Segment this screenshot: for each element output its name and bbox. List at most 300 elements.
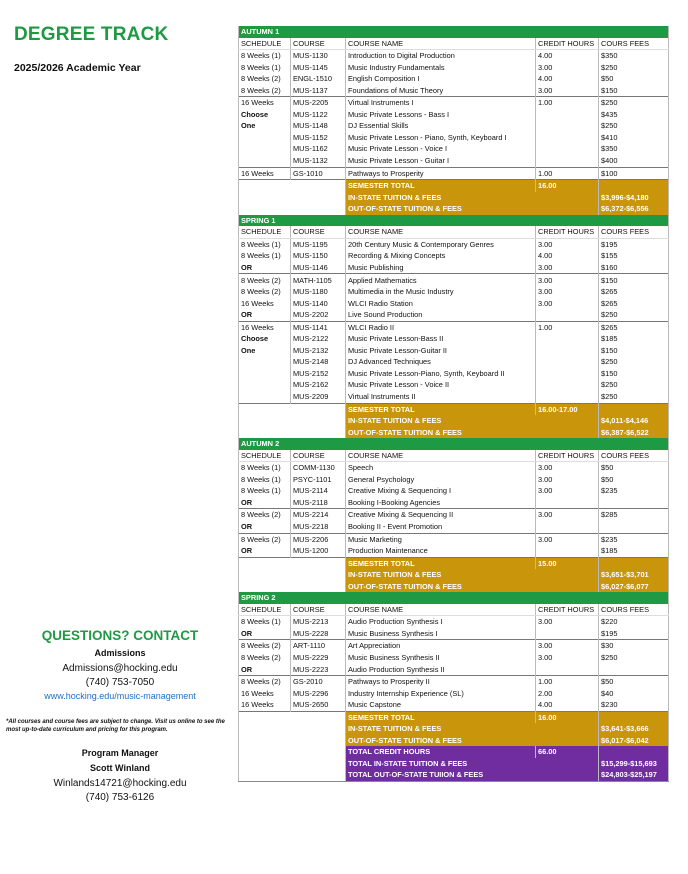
header-credit-hours: CREDIT HOURS bbox=[536, 450, 599, 462]
header-course-fees: COURS FEES bbox=[599, 604, 669, 616]
course-name-cell: 20th Century Music & Contemporary Genres bbox=[346, 238, 536, 250]
credit-hours-cell bbox=[536, 497, 599, 509]
credit-hours-cell: 3.00 bbox=[536, 652, 599, 664]
course-row bbox=[239, 262, 669, 274]
course-row bbox=[239, 545, 669, 557]
course-name-cell: Recording & Mixing Concepts bbox=[346, 250, 536, 262]
course-fee-cell: $100 bbox=[599, 167, 669, 180]
program-website-link[interactable]: www.hocking.edu/music-management bbox=[44, 691, 196, 701]
column-header-row bbox=[239, 226, 669, 238]
schedule-cell: Choose bbox=[239, 333, 291, 345]
course-row bbox=[239, 676, 669, 688]
schedule-cell: OR bbox=[239, 664, 291, 676]
spacer-cell bbox=[239, 746, 346, 758]
spacer-cell bbox=[239, 203, 346, 215]
course-name-cell: Production Maintenance bbox=[346, 545, 536, 557]
column-header-row bbox=[239, 604, 669, 616]
schedule-cell: 16 Weeks bbox=[239, 699, 291, 711]
course-name-cell: Music Private Lessons - Bass I bbox=[346, 109, 536, 121]
course-code-cell: MUS-2218 bbox=[291, 521, 346, 533]
course-code-cell: MUS-2148 bbox=[291, 356, 346, 368]
course-row bbox=[239, 640, 669, 652]
course-fee-cell: $250 bbox=[599, 391, 669, 403]
course-fee-cell: $50 bbox=[599, 462, 669, 474]
header-course: COURSE bbox=[291, 450, 346, 462]
course-name-cell: Speech bbox=[346, 462, 536, 474]
schedule-cell: 16 Weeks bbox=[239, 298, 291, 310]
semester-total-label: SEMESTER TOTAL bbox=[346, 180, 536, 192]
admissions-phone[interactable]: (740) 753-7050 bbox=[85, 677, 155, 688]
semester-total-hours: 16.00-17.00 bbox=[536, 403, 599, 415]
course-code-cell: MUS-2118 bbox=[291, 497, 346, 509]
course-fee-cell: $235 bbox=[599, 533, 669, 545]
schedule-cell: 16 Weeks bbox=[239, 167, 291, 180]
spacer-cell bbox=[239, 415, 346, 427]
schedule-cell: 8 Weeks (2) bbox=[239, 286, 291, 298]
total-in-state-row bbox=[239, 758, 669, 770]
credit-hours-cell bbox=[536, 345, 599, 357]
course-row bbox=[239, 50, 669, 62]
course-row bbox=[239, 533, 669, 545]
course-name-cell: Music Industry Fundamentals bbox=[346, 62, 536, 74]
schedule-cell: 8 Weeks (1) bbox=[239, 462, 291, 474]
spacer-cell bbox=[239, 403, 346, 415]
course-code-cell: MATH-1105 bbox=[291, 274, 346, 286]
course-fee-cell: $250 bbox=[599, 379, 669, 391]
schedule-cell: 8 Weeks (1) bbox=[239, 238, 291, 250]
schedule-cell: 8 Weeks (2) bbox=[239, 73, 291, 85]
header-course-name: COURSE NAME bbox=[346, 226, 536, 238]
semester-name: AUTUMN 1 bbox=[239, 26, 669, 38]
course-name-cell: Multimedia in the Music Industry bbox=[346, 286, 536, 298]
course-row bbox=[239, 688, 669, 700]
semester-total-row bbox=[239, 180, 669, 192]
course-fee-cell: $250 bbox=[599, 356, 669, 368]
semester-header bbox=[239, 26, 669, 38]
course-fee-cell: $40 bbox=[599, 688, 669, 700]
course-code-cell: MUS-2209 bbox=[291, 391, 346, 403]
course-code-cell: MUS-1145 bbox=[291, 62, 346, 74]
course-code-cell: MUS-1152 bbox=[291, 132, 346, 144]
course-fee-cell: $435 bbox=[599, 109, 669, 121]
schedule-cell: 8 Weeks (2) bbox=[239, 640, 291, 652]
course-name-cell: Creative Mixing & Sequencing I bbox=[346, 485, 536, 497]
course-name-cell: Virtual Instruments II bbox=[346, 391, 536, 403]
credit-hours-cell: 3.00 bbox=[536, 485, 599, 497]
in-state-label: IN-STATE TUITION & FEES bbox=[346, 415, 599, 427]
semester-header bbox=[239, 215, 669, 227]
course-fee-cell: $250 bbox=[599, 309, 669, 321]
program-manager-phone[interactable]: (740) 753-6126 bbox=[85, 792, 155, 803]
course-row bbox=[239, 462, 669, 474]
credit-hours-cell: 3.00 bbox=[536, 616, 599, 628]
course-row bbox=[239, 521, 669, 533]
header-credit-hours: CREDIT HOURS bbox=[536, 226, 599, 238]
out-state-label: OUT-OF-STATE TUITION & FEES bbox=[346, 735, 599, 747]
course-name-cell: Applied Mathematics bbox=[346, 274, 536, 286]
course-name-cell: Music Private Lesson-Piano, Synth, Keyboard II bbox=[346, 368, 536, 380]
course-name-cell: Music Private Lesson-Bass II bbox=[346, 333, 536, 345]
total-credit-label: TOTAL CREDIT HOURS bbox=[346, 746, 536, 758]
course-code-cell: MUS-2114 bbox=[291, 485, 346, 497]
credit-hours-cell: 3.00 bbox=[536, 640, 599, 652]
spacer-cell bbox=[239, 180, 346, 192]
schedule-cell: 8 Weeks (1) bbox=[239, 474, 291, 486]
schedule-cell bbox=[239, 132, 291, 144]
credit-hours-cell bbox=[536, 545, 599, 557]
schedule-cell: 8 Weeks (1) bbox=[239, 250, 291, 262]
course-name-cell: Art Appreciation bbox=[346, 640, 536, 652]
schedule-cell: 16 Weeks bbox=[239, 97, 291, 109]
course-code-cell: MUS-1132 bbox=[291, 155, 346, 167]
course-name-cell: Audio Production Synthesis II bbox=[346, 664, 536, 676]
course-row bbox=[239, 616, 669, 628]
course-row bbox=[239, 250, 669, 262]
course-code-cell: MUS-1200 bbox=[291, 545, 346, 557]
course-row bbox=[239, 167, 669, 180]
in-state-row bbox=[239, 192, 669, 204]
credit-hours-cell: 3.00 bbox=[536, 462, 599, 474]
credit-hours-cell bbox=[536, 521, 599, 533]
course-row bbox=[239, 109, 669, 121]
course-code-cell: MUS-1180 bbox=[291, 286, 346, 298]
spacer-cell bbox=[239, 758, 346, 770]
course-fee-cell: $220 bbox=[599, 616, 669, 628]
credit-hours-cell: 3.00 bbox=[536, 238, 599, 250]
course-code-cell: MUS-2132 bbox=[291, 345, 346, 357]
course-fee-cell: $285 bbox=[599, 509, 669, 521]
course-code-cell: MUS-2206 bbox=[291, 533, 346, 545]
course-code-cell: MUS-1148 bbox=[291, 120, 346, 132]
total-out-state-label: TOTAL OUT-OF-STATE TUIION & FEES bbox=[346, 769, 599, 781]
course-row bbox=[239, 345, 669, 357]
course-code-cell: MUS-2202 bbox=[291, 309, 346, 321]
semester-total-fill bbox=[599, 711, 669, 723]
course-name-cell: Pathways to Prosperity II bbox=[346, 676, 536, 688]
schedule-cell: 8 Weeks (2) bbox=[239, 274, 291, 286]
spacer-cell bbox=[239, 427, 346, 439]
course-fee-cell: $265 bbox=[599, 286, 669, 298]
degree-track-table bbox=[238, 26, 669, 782]
course-name-cell: General Psychology bbox=[346, 474, 536, 486]
out-state-value: $6,387-$6,522 bbox=[599, 427, 669, 439]
spacer-cell bbox=[239, 569, 346, 581]
course-row bbox=[239, 97, 669, 109]
in-state-value: $4,011-$4,146 bbox=[599, 415, 669, 427]
course-fee-cell: $185 bbox=[599, 545, 669, 557]
header-credit-hours: CREDIT HOURS bbox=[536, 604, 599, 616]
course-name-cell: Creative Mixing & Sequencing II bbox=[346, 509, 536, 521]
course-fee-cell: $230 bbox=[599, 699, 669, 711]
schedule-cell: One bbox=[239, 345, 291, 357]
spacer-cell bbox=[239, 581, 346, 593]
out-state-value: $6,017-$6,042 bbox=[599, 735, 669, 747]
program-manager-email[interactable]: Winlands14721@hocking.edu bbox=[53, 778, 187, 789]
credit-hours-cell bbox=[536, 664, 599, 676]
course-row bbox=[239, 474, 669, 486]
schedule-cell: OR bbox=[239, 497, 291, 509]
course-name-cell: Music Business Synthesis II bbox=[346, 652, 536, 664]
schedule-cell: 8 Weeks (2) bbox=[239, 85, 291, 97]
course-name-cell: Music Capstone bbox=[346, 699, 536, 711]
header-course: COURSE bbox=[291, 226, 346, 238]
course-name-cell: Music Private Lesson - Piano, Synth, Keyboard I bbox=[346, 132, 536, 144]
schedule-cell: 8 Weeks (1) bbox=[239, 485, 291, 497]
course-code-cell: MUS-1162 bbox=[291, 143, 346, 155]
semester-header bbox=[239, 592, 669, 604]
course-code-cell: MUS-1150 bbox=[291, 250, 346, 262]
in-state-label: IN-STATE TUITION & FEES bbox=[346, 569, 599, 581]
schedule-cell: Choose bbox=[239, 109, 291, 121]
course-name-cell: Music Business Synthesis I bbox=[346, 628, 536, 640]
course-code-cell: MUS-1122 bbox=[291, 109, 346, 121]
credit-hours-cell: 4.00 bbox=[536, 250, 599, 262]
course-fee-cell: $185 bbox=[599, 333, 669, 345]
course-fee-cell: $265 bbox=[599, 298, 669, 310]
credit-hours-cell bbox=[536, 628, 599, 640]
semester-total-label: SEMESTER TOTAL bbox=[346, 557, 536, 569]
course-row bbox=[239, 62, 669, 74]
course-name-cell: Music Publishing bbox=[346, 262, 536, 274]
course-code-cell: MUS-1146 bbox=[291, 262, 346, 274]
in-state-label: IN-STATE TUITION & FEES bbox=[346, 192, 599, 204]
spacer-cell bbox=[239, 723, 346, 735]
out-state-value: $6,027-$6,077 bbox=[599, 581, 669, 593]
course-code-cell: ENGL-1510 bbox=[291, 73, 346, 85]
in-state-row bbox=[239, 569, 669, 581]
semester-total-hours: 16.00 bbox=[536, 180, 599, 192]
credit-hours-cell: 3.00 bbox=[536, 509, 599, 521]
semester-total-hours: 16.00 bbox=[536, 711, 599, 723]
course-fee-cell: $250 bbox=[599, 652, 669, 664]
course-row bbox=[239, 143, 669, 155]
contact-heading: QUESTIONS? CONTACT bbox=[41, 628, 199, 643]
course-row bbox=[239, 628, 669, 640]
credit-hours-cell: 1.00 bbox=[536, 167, 599, 180]
course-code-cell: MUS-1141 bbox=[291, 321, 346, 333]
course-fee-cell: $50 bbox=[599, 73, 669, 85]
schedule-cell: 8 Weeks (2) bbox=[239, 652, 291, 664]
course-row bbox=[239, 485, 669, 497]
schedule-cell: OR bbox=[239, 262, 291, 274]
schedule-cell bbox=[239, 391, 291, 403]
semester-total-row bbox=[239, 711, 669, 723]
schedule-cell: One bbox=[239, 120, 291, 132]
credit-hours-cell: 3.00 bbox=[536, 533, 599, 545]
course-name-cell: Music Private Lesson - Voice II bbox=[346, 379, 536, 391]
course-fee-cell: $50 bbox=[599, 474, 669, 486]
total-credit-fill bbox=[599, 746, 669, 758]
schedule-cell: 8 Weeks (2) bbox=[239, 509, 291, 521]
course-name-cell: Music Private Lesson - Guitar I bbox=[346, 155, 536, 167]
column-header-row bbox=[239, 38, 669, 50]
course-name-cell: Booking II - Event Promotion bbox=[346, 521, 536, 533]
schedule-cell: OR bbox=[239, 545, 291, 557]
course-name-cell: Pathways to Prosperity bbox=[346, 167, 536, 180]
course-fee-cell: $150 bbox=[599, 345, 669, 357]
header-course-fees: COURS FEES bbox=[599, 226, 669, 238]
header-course-name: COURSE NAME bbox=[346, 38, 536, 50]
schedule-cell bbox=[239, 155, 291, 167]
course-fee-cell: $150 bbox=[599, 274, 669, 286]
header-course-name: COURSE NAME bbox=[346, 604, 536, 616]
credit-hours-cell bbox=[536, 391, 599, 403]
course-row bbox=[239, 497, 669, 509]
spacer-cell bbox=[239, 769, 346, 781]
course-row bbox=[239, 274, 669, 286]
course-row bbox=[239, 73, 669, 85]
course-code-cell: MUS-2213 bbox=[291, 616, 346, 628]
course-row bbox=[239, 321, 669, 333]
course-row bbox=[239, 368, 669, 380]
out-state-label: OUT-OF-STATE TUITION & FEES bbox=[346, 427, 599, 439]
program-manager-name: Scott Winland bbox=[90, 763, 150, 773]
schedule-cell: 8 Weeks (2) bbox=[239, 676, 291, 688]
course-row bbox=[239, 238, 669, 250]
semester-name: SPRING 2 bbox=[239, 592, 669, 604]
out-state-row bbox=[239, 735, 669, 747]
course-name-cell: Booking I-Booking Agencies bbox=[346, 497, 536, 509]
column-header-row bbox=[239, 450, 669, 462]
credit-hours-cell: 3.00 bbox=[536, 62, 599, 74]
course-fee-cell: $350 bbox=[599, 50, 669, 62]
course-name-cell: DJ Essential Skills bbox=[346, 120, 536, 132]
course-fee-cell: $265 bbox=[599, 321, 669, 333]
header-credit-hours: CREDIT HOURS bbox=[536, 38, 599, 50]
credit-hours-cell bbox=[536, 155, 599, 167]
course-fee-cell: $400 bbox=[599, 155, 669, 167]
out-state-row bbox=[239, 427, 669, 439]
schedule-cell: OR bbox=[239, 521, 291, 533]
schedule-cell bbox=[239, 379, 291, 391]
semester-name: SPRING 1 bbox=[239, 215, 669, 227]
semester-total-hours: 15.00 bbox=[536, 557, 599, 569]
course-name-cell: Music Marketing bbox=[346, 533, 536, 545]
credit-hours-cell: 3.00 bbox=[536, 274, 599, 286]
course-code-cell: MUS-2122 bbox=[291, 333, 346, 345]
credit-hours-cell: 4.00 bbox=[536, 699, 599, 711]
admissions-email[interactable]: Admissions@hocking.edu bbox=[62, 663, 178, 674]
course-fee-cell bbox=[599, 521, 669, 533]
course-fee-cell: $150 bbox=[599, 85, 669, 97]
course-name-cell: Virtual Instruments I bbox=[346, 97, 536, 109]
schedule-cell: 16 Weeks bbox=[239, 321, 291, 333]
spacer-cell bbox=[239, 192, 346, 204]
in-state-value: $3,651-$3,701 bbox=[599, 569, 669, 581]
credit-hours-cell: 3.00 bbox=[536, 286, 599, 298]
header-course: COURSE bbox=[291, 38, 346, 50]
course-fee-cell bbox=[599, 664, 669, 676]
course-code-cell: PSYC-1101 bbox=[291, 474, 346, 486]
out-state-label: OUT-OF-STATE TUITION & FEES bbox=[346, 581, 599, 593]
course-code-cell: MUS-2228 bbox=[291, 628, 346, 640]
course-fee-cell: $250 bbox=[599, 97, 669, 109]
course-fee-cell: $150 bbox=[599, 368, 669, 380]
total-credit-row bbox=[239, 746, 669, 758]
course-code-cell: MUS-1137 bbox=[291, 85, 346, 97]
course-code-cell: MUS-1130 bbox=[291, 50, 346, 62]
course-row bbox=[239, 652, 669, 664]
course-code-cell: MUS-2152 bbox=[291, 368, 346, 380]
course-row bbox=[239, 309, 669, 321]
course-fee-cell: $250 bbox=[599, 62, 669, 74]
course-fee-cell bbox=[599, 497, 669, 509]
disclaimer-note: *All courses and course fees are subject to change. Visit us online to see the most up-to-date curriculum and pricing for this program. bbox=[6, 719, 225, 733]
in-state-label: IN-STATE TUITION & FEES bbox=[346, 723, 599, 735]
header-course-fees: COURS FEES bbox=[599, 38, 669, 50]
credit-hours-cell: 3.00 bbox=[536, 85, 599, 97]
semester-total-label: SEMESTER TOTAL bbox=[346, 403, 536, 415]
course-row bbox=[239, 298, 669, 310]
total-credit-value: 66.00 bbox=[536, 746, 599, 758]
credit-hours-cell bbox=[536, 356, 599, 368]
semester-total-fill bbox=[599, 403, 669, 415]
course-row bbox=[239, 356, 669, 368]
course-code-cell: MUS-2229 bbox=[291, 652, 346, 664]
admissions-label: Admissions bbox=[94, 648, 146, 658]
semester-total-fill bbox=[599, 180, 669, 192]
credit-hours-cell: 1.00 bbox=[536, 676, 599, 688]
course-fee-cell: $50 bbox=[599, 676, 669, 688]
schedule-cell bbox=[239, 368, 291, 380]
semester-total-label: SEMESTER TOTAL bbox=[346, 711, 536, 723]
credit-hours-cell: 4.00 bbox=[536, 73, 599, 85]
schedule-cell: 8 Weeks (1) bbox=[239, 616, 291, 628]
total-out-state-value: $24,803-$25,197 bbox=[599, 769, 669, 781]
credit-hours-cell bbox=[536, 132, 599, 144]
out-state-label: OUT-OF-STATE TUITION & FEES bbox=[346, 203, 599, 215]
course-row bbox=[239, 391, 669, 403]
in-state-row bbox=[239, 415, 669, 427]
out-state-row bbox=[239, 581, 669, 593]
schedule-cell: OR bbox=[239, 309, 291, 321]
course-row bbox=[239, 286, 669, 298]
course-name-cell: Introduction to Digital Production bbox=[346, 50, 536, 62]
header-course-fees: COURS FEES bbox=[599, 450, 669, 462]
credit-hours-cell: 3.00 bbox=[536, 262, 599, 274]
course-fee-cell: $195 bbox=[599, 628, 669, 640]
course-code-cell: GS-1010 bbox=[291, 167, 346, 180]
contact-block bbox=[6, 628, 230, 806]
course-row bbox=[239, 509, 669, 521]
semester-total-row bbox=[239, 403, 669, 415]
course-code-cell: MUS-2162 bbox=[291, 379, 346, 391]
course-code-cell: MUS-1140 bbox=[291, 298, 346, 310]
credit-hours-cell bbox=[536, 120, 599, 132]
credit-hours-cell bbox=[536, 368, 599, 380]
credit-hours-cell bbox=[536, 379, 599, 391]
course-name-cell: Music Private Lesson - Voice I bbox=[346, 143, 536, 155]
schedule-cell: 8 Weeks (2) bbox=[239, 533, 291, 545]
course-row bbox=[239, 120, 669, 132]
course-code-cell: ART-1110 bbox=[291, 640, 346, 652]
credit-hours-cell: 1.00 bbox=[536, 97, 599, 109]
course-row bbox=[239, 132, 669, 144]
course-code-cell: MUS-2296 bbox=[291, 688, 346, 700]
course-row bbox=[239, 664, 669, 676]
course-fee-cell: $160 bbox=[599, 262, 669, 274]
credit-hours-cell: 1.00 bbox=[536, 321, 599, 333]
spacer-cell bbox=[239, 557, 346, 569]
program-manager-label: Program Manager bbox=[81, 748, 159, 758]
course-name-cell: DJ Advanced Techniques bbox=[346, 356, 536, 368]
header-schedule: SCHEDULE bbox=[239, 604, 291, 616]
course-code-cell: GS-2010 bbox=[291, 676, 346, 688]
course-fee-cell: $250 bbox=[599, 120, 669, 132]
header-course-name: COURSE NAME bbox=[346, 450, 536, 462]
total-in-state-label: TOTAL IN-STATE TUITION & FEES bbox=[346, 758, 599, 770]
course-row bbox=[239, 699, 669, 711]
